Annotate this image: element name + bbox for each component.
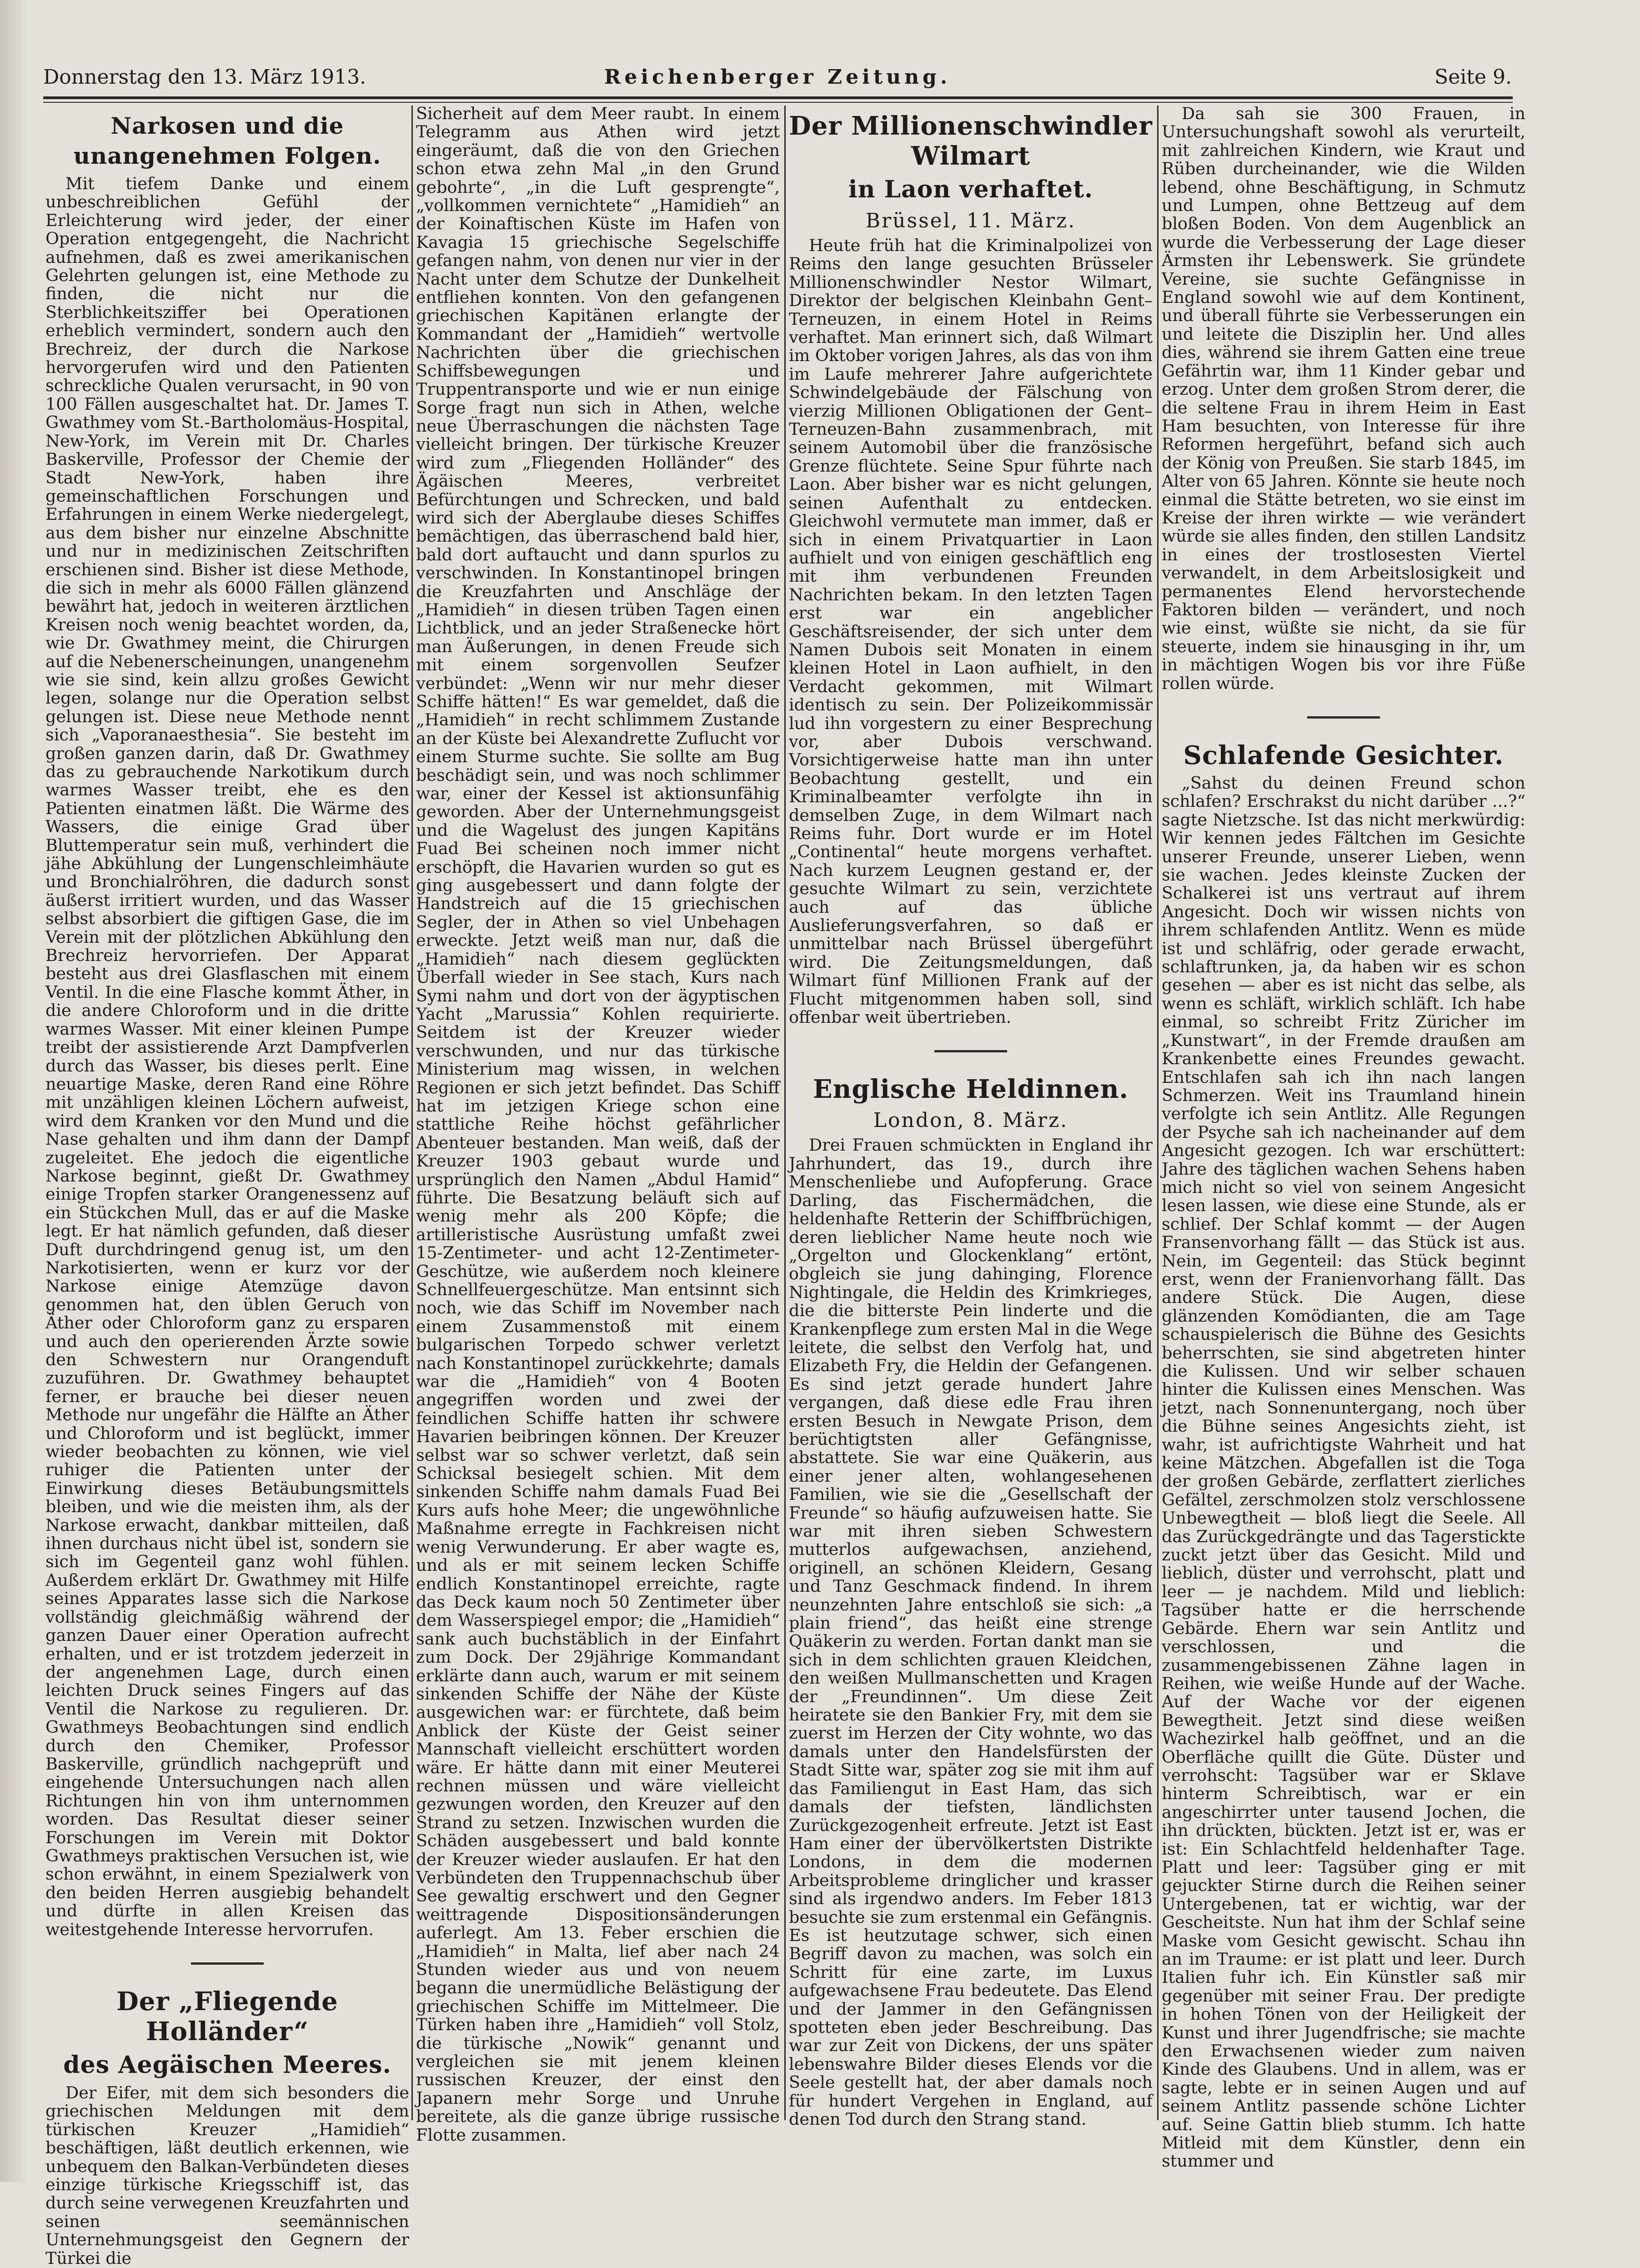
- column-divider-1: [411, 106, 413, 2120]
- article-text-gesichter: „Sahst du deinen Freund schon schlafen? Erschrakst du nicht darüber ...?“ sagte Nietzsche. Ist das nicht merkwürdig: Wir kennen jedes Fältchen im Gesichte unserer Freunde, unserer Lieben, wenn sie wachen. Jedes kleinste Zucken der Schalkerei ist uns vertraut auf ihrem Angesicht. Doch wir wissen nichts von ihrem schlafenden Antlitz. Wenn es müde ist und schläfrig, oder gerade erwacht, schlaftrunken, ja, da haben wir es schon gesehen — aber es ist nicht das selbe, als wenn es schläft, wirklich schläft. Ich habe einmal, so schreibt Fritz Züricher im „Kunstwart“, in der Fremde draußen am Krankenbette eines Freundes gewacht. Entschlafen sah ich ihn nach langen Schmerzen. Weit ins Traumland hinein verfolgte ich sein Antlitz. Alle Regungen der Psyche sah ich nacheinander auf dem Angesicht gezogen. Ich war erschüttert: Jahre des täglichen wachen Sehens haben mich nicht so viel von seinem Angesicht lesen lassen, wie diese eine Stunde, als er schlief. Der Schlaf kommt — der Augen Fransenvorhang fällt — das Stück ist aus. Nein, im Gegenteil: das Stück beginnt erst, wenn der Franienvorhang fällt. Das andere Stück. Die Augen, diese glänzenden Komödianten, die am Tage schauspielerisch die Bühne des Gesichts beherrschten, sie sind abgetreten hinter die Kulissen. Und wir selber schauen hinter die Kulissen eines Menschen. Was jetzt, nach Sonnenuntergang, noch über die Bühne seines Angesichts zieht, ist wahr, ist aufrichtigste Wahrheit und hat keine Mätzchen. Abgefallen ist die Toga der großen Gebärde, zerflattert zierliches Gefältel, zerschmolzen stolz verschlossene Unbewegtheit — bloß liegt die Seele. All das Zurückgedrängte und das Tagerstickte zuckt jetzt über das Gesicht. Mild und lieblich, düster und verrohscht, platt und leer — je nachdem. Mild und lieblich: Tagsüber hatte er die herrschende Gebärde. Ehern war sein Antlitz und verschlossen, und die zusammengebissenen Zähne lagen in Reihen, wie weiße Hunde auf der Wache. Auf der Wache vor der eigenen Bewegtheit. Jetzt sind diese weißen Wachezirkel halb geöffnet, und an die Oberfläche quillt die Güte. Düster und verrohscht: Tagsüber war er Sklave hinterm Schreibtisch, war er ein angeschirrter unter tausend Jochen, die ihn drückten, bückten. Jetzt ist er, was er ist: Ein Schlachtfeld heldenhafter Tage. Platt und leer: Tagsüber ging er mit gejuckter Stirne durch die Reihen seiner Untergebenen, tat er wichtig, war der Gescheitste. Nun hat ihm der Schlaf seine Maske vom Gesicht gewischt. Schau ihn an im Traume: er ist platt und leer. Durch Italien fuhr ich. Ein Künstler saß mir gegenüber mit seiner Frau. Der predigte in hohen Tönen von der Heiligkeit der Kunst und ihrer Jugendfrische; sie machte den Erwachsenen wieder zum naiven Kinde des Glaubens. Und in allem, was er sagte, lebte er in seinen Augen und auf seinem Antlitz passende schöne Lichter auf. Seine Gattin blieb stumm. Ich hatte Mitleid mit dem Künstler, denn ein stummer und: [1162, 773, 1525, 2171]
- article-title-gesichter: Schlafende Gesichter.: [1183, 740, 1504, 770]
- header-masthead: Reichenberger Zeitung.: [604, 65, 951, 89]
- column-4: [1162, 104, 1525, 2171]
- header-page-number: Seite 9.: [1434, 65, 1512, 89]
- column-divider-3: [1157, 106, 1159, 2120]
- header-date: Donnerstag den 13. März 1913.: [43, 65, 366, 89]
- article-title-heldinnen: Englische Heldinnen.: [812, 1074, 1129, 1105]
- article-text-hollaender-part2: Sicherheit auf dem Meer raubt. In einem Telegramm aus Athen wird jetzt eingeräumt, daß die von den Griechen schon etwa zehn Mal „in den Grund gebohrte“, „in die Luft gesprengte“, „vollkommen vernichtete“ „Hamidieh“ an der Koinaftischen Küste im Hafen von Kavagia 15 griechische Segelschiffe gefangen nahm, von denen nur vier in der Nacht unter dem Schutze der Dunkelheit entfliehen konnten. Von den gefangenen griechischen Kapitänen erlangte der Kommandant der „Hamidieh“ wertvolle Nachrichten über die griechischen Schiffsbewegungen und Truppentransporte und wie er nun einige Sorge fragt nun sich in Athen, welche neue Überraschungen die nächsten Tage vielleicht bringen. Der türkische Kreuzer wird zum „Fliegenden Holländer“ des Ägäischen Meeres, verbreitet Befürchtungen und Schrecken, und bald wird sich der Aberglaube dieses Schiffes bemächtigen, das überraschend bald hier, bald dort auftaucht und dann spurlos zu verschwinden. In Konstantinopel bringen die Kreuzfahrten und Anschläge der „Hamidieh“ in diesen trüben Tagen einen Lichtblick, und an jeder Straßenecke hört man Äußerungen, in denen Freude sich mit einem sorgenvollen Seufzer verbündet: „Wenn wir nur mehr dieser Schiffe hätten!“ Es war gemeldet, daß die „Hamidieh“ in recht schlimmem Zustande an der Küste bei Alexandrette Zuflucht vor einem Sturme suchte. Sie sollte am Bug beschädigt sein, und was noch schlimmer war, einer der Kessel ist aktionsunfähig geworden. Aber der Unternehmungsgeist und die Wagelust des jungen Kapitäns Fuad Bei scheinen noch immer nicht erschöpft, die Havarien wurden so gut es ging ausgebessert und dann folgte der Handstreich auf die 15 griechischen Segler, der in Athen so viel Unbehagen erweckte. Jetzt weiß man nur, daß die „Hamidieh“ nach diesem geglückten Überfall wieder in See stach, Kurs nach Symi nahm und dort von der ägyptischen Yacht „Marussia“ Kohlen requirierte. Seitdem ist der Kreuzer wieder verschwunden, und nur das türkische Ministerium mag wissen, in welchen Regionen er sich jetzt befindet. Das Schiff hat im jetzigen Kriege schon eine stattliche Reihe höchst gefährlicher Abenteuer bestanden. Man weiß, daß der Kreuzer 1903 gebaut wurde und ursprünglich den Namen „Abdul Hamid“ führte. Die Besatzung beläuft sich auf wenig mehr als 200 Köpfe; die artilleristische Ausrüstung umfaßt zwei 15-Zentimeter- und acht 12-Zentimeter-Geschütze, wie außerdem noch kleinere Schnellfeuergeschütze. Man entsinnt sich noch, wie das Schiff im November nach einem Zusammenstoß mit einem bulgarischen Torpedo schwer verletzt nach Konstantinopel zurückkehrte; damals war die „Hamidieh“ von 4 Booten angegriffen worden und zwei der feindlichen Schiffe hatten ihr schwere Havarien beibringen können. Der Kreuzer selbst war so schwer verletzt, daß sein Schicksal besiegelt schien. Mit dem sinkenden Schiffe nahm damals Fuad Bei Kurs aufs hohe Meer; die ungewöhnliche Maßnahme erregte in Fachkreisen nicht wenig Verwunderung. Er aber wagte es, und als er mit seinem lecken Schiffe endlich Konstantinopel erreichte, ragte das Deck kaum noch 50 Zentimeter über dem Wasserspiegel empor; die „Hamidieh“ sank auch buchstäblich in der Einfahrt zum Dock. Der 29jährige Kommandant erklärte dann auch, warum er mit seinem sinkenden Schiffe der Nähe der Küste ausgewichen war: er fürchtete, daß beim Anblick der Küste der Geist seiner Mannschaft vielleicht erschüttert worden wäre. Er hätte dann mit einer Meuterei rechnen müssen und wäre vielleicht gezwungen worden, den Kreuzer auf den Strand zu setzen. Inzwischen wurden die Schäden ausgebessert und bald konnte der Kreuzer wieder auslaufen. Er hat den Verbündeten den Truppennachschub über See gewaltig erschwert und den Gegner weittragende Dispositionsänderungen auferlegt. Am 13. Feber erschien die „Hamidieh“ in Malta, lief aber nach 24 Stunden wieder aus und von neuem begann die unermüdliche Belästigung der griechischen Schiffe im Mittelmeer. Die Türken haben ihre „Hamidieh“ voll Stolz, die türkische „Nowik“ genannt und vergleichen sie mit jenem kleinen russischen Kreuzer, der einst den Japanern mehr Sorge und Unruhe bereitete, als die ganze übrige russische Flotte zusammen.: [416, 104, 780, 2145]
- column-1: [45, 105, 409, 2268]
- header-rule-thin: [43, 102, 1513, 103]
- article-title-hollaender-line2: des Aegäischen Meeres.: [63, 2051, 391, 2079]
- page-header: [43, 64, 1512, 96]
- article-text-heldinnen: Drei Frauen schmückten in England ihr Jahrhundert, das 19., durch ihre Menschenliebe und Aufopferung. Grace Darling, das Fischermädchen, die heldenhafte Retterin der Schiffbrüchigen, deren lieblicher Name heute noch wie „Orgelton und Glockenklang“ ertönt, obgleich sie jung dahinging, Florence Nightingale, die Heldin des Krimkrieges, die die bitterste Pein linderte und die Krankenpflege zum ersten Mal in die Wege leitete, die selbst den Verfolg hat, und Elizabeth Fry, die Heldin der Gefangenen. Es sind jetzt gerade hundert Jahre vergangen, daß diese edle Frau ihren ersten Besuch in Newgate Prison, dem berüchtigtsten aller Gefängnisse, abstattete. Sie war eine Quäkerin, aus einer jener alten, wohlangesehenen Familien, wie sie die „Gesellschaft der Freunde“ so häufig aufzuweisen hatte. Sie war mit ihren sieben Schwestern mutterlos aufgewachsen, anziehend, originell, an schönen Kleidern, Gesang und Tanz Geschmack findend. In ihrem neunzehnten Jahre entschloß sie sich: „a plain friend“, das heißt eine strenge Quäkerin zu werden. Fortan dankt man sie sich in dem schlichten grauen Kleidchen, den weißen Mullmanschetten und Kragen der „Freundinnen“. Um diese Zeit heiratete sie den Bankier Fry, mit dem sie zuerst im Herzen der City wohnte, wo das damals unter den Handelsfürsten der Stadt Sitte war, später zog sie mit ihm auf das Familiengut in East Ham, das sich damals der tiefsten, ländlichsten Zurückgezogenheit erfreute. Jetzt ist East Ham einer der übervölkertsten Distrikte Londons, in dem die modernen Arbeitsprobleme dringlicher und krasser sind als irgendwo anders. Im Feber 1813 besuchte sie zum erstenmal ein Gefängnis. Es ist heutzutage schwer, sich einen Begriff davon zu machen, was solch ein Schritt für eine zarte, im Luxus aufgewachsene Frau bedeutete. Das Elend und der Jammer in den Gefängnissen spotteten eben jeder Beschreibung. Das war zur Zeit von Dickens, der uns später lebenswahre Bilder dieses Elends vor die Seele gestellt hat, der aber damals noch für hundert Vergehen in England, auf denen Tod durch den Strang stand.: [789, 1135, 1153, 2129]
- article-title-hollaender-line1: Der „Fliegende Holländer“: [116, 1986, 338, 2047]
- page-edge-shadow: [0, 0, 27, 2182]
- header-rule-thick: [43, 96, 1513, 99]
- article-separator: [1307, 716, 1380, 719]
- column-3: [789, 105, 1153, 2129]
- article-title-wilmart-line2: in Laon verhaftet.: [848, 176, 1093, 203]
- column-2: [416, 104, 780, 2145]
- article-title-narkosen: Narkosen und die unangenehmen Folgen.: [73, 112, 381, 169]
- article-separator: [191, 1962, 264, 1965]
- article-separator: [934, 1050, 1007, 1052]
- column-divider-2: [784, 106, 786, 2120]
- article-text-wilmart: Heute früh hat die Kriminalpolizei von Reims den lange gesuchten Brüsseler Millionenschwindler Nestor Wilmart, Direktor der belgischen Kleinbahn Gent–Terneuzen, in einem Hotel in Reims verhaftet. Man erinnert sich, daß Wilmart im Oktober vorigen Jahres, als das von ihm im Laufe mehrerer Jahre aufgerichtete Schwindelgebäude der Fälschung von vierzig Millionen Obligationen der Gent–Terneuzen-Bahn zusammenbrach, mit seinem Automobil über die französische Grenze flüchtete. Seine Spur führte nach Laon. Aber bisher war es nicht gelungen, seinen Aufenthalt zu entdecken. Gleichwohl vermutete man immer, daß er sich in einem Privatquartier in Laon aufhielt und von einigen geschäftlich eng mit ihm verbundenen Freunden Nachrichten bekam. In den letzten Tagen erst war ein angeblicher Geschäftsreisender, der sich unter dem Namen Dubois seit Monaten in einem kleinen Hotel in Laon aufhielt, in den Verdacht gekommen, mit Wilmart identisch zu sein. Der Polizeikommissär lud ihn vorgestern zu einer Besprechung vor, aber Dubois verschwand. Vorsichtigerweise hatte man ihn unter Beobachtung gestellt, und ein Kriminalbeamter verfolgte ihn in demselben Zuge, in dem Wilmart nach Reims fuhr. Dort wurde er im Hotel „Continental“ heute morgens verhaftet. Nach kurzem Leugnen gestand er, der gesuchte Wilmart zu sein, verzichtete auch auf das übliche Auslieferungsverfahren, so daß er unmittelbar nach Brüssel übergeführt wird. Die Zeitungsmeldungen, daß Wilmart fünf Millionen Frank auf der Flucht mitgenommen haben soll, sind offenbar weit übertrieben.: [789, 236, 1153, 1027]
- article-title-wilmart-line1: Der Millionenschwindler Wilmart: [789, 111, 1153, 171]
- article-dateline-heldinnen: London, 8. März.: [873, 1109, 1068, 1132]
- article-text-hollaender-part1: Der Eifer, mit dem sich besonders die griechischen Meldungen mit dem türkischen Kreuzer „Hamidieh“ beschäftigen, läßt deutlich erkennen, wie unbequem den Balkan-Verbündeten dieses einzige türkische Kriegsschiff ist, das durch seine verwegenen Kreuzfahrten und seinen seemännischen Unternehmungsgeist den Gegnern der Türkei die: [45, 2083, 409, 2268]
- article-text-heldinnen-continued: Da sah sie 300 Frauen, in Untersuchungshaft sowohl als verurteilt, mit zahlreichen Kindern, wie Kraut und Rüben durcheinander, wie die Wilden lebend, ohne Beschäftigung, in Schmutz und Lumpen, ohne Bettzeug auf dem bloßen Boden. Von dem Augenblick an wurde die Verbesserung der Lage dieser Ärmsten ihr Lebenswerk. Sie gründete Vereine, sie suchte Gefängnisse in England sowohl wie auf dem Kontinent, und überall führte sie Verbesserungen ein und leitete die Disziplin her. Und alles dies, während sie ihrem Gatten eine treue Gefährtin war, ihm 11 Kinder gebar und erzog. Unter dem großen Strom derer, die die seltene Frau in ihrem Heim in East Ham besuchten, von Interesse für ihre Reformen hergeführt, befand sich auch der König von Preußen. Sie starb 1845, im Alter von 65 Jahren. Könnte sie heute noch einmal die Stätte betreten, wo sie einst im Kreise der ihren wirkte — wie verändert würde sie alles finden, den stillen Landsitz in eines der trostlosesten Viertel verwandelt, in dem Arbeitslosigkeit und permanentes Elend hervorstechende Faktoren bilden — verändert, und noch wie einst, wüßte sie nicht, da sie für steuerte, indem sie hinausging in ihr, um in mächtigen Wogen bis vor ihre Füße rollen würde.: [1162, 104, 1525, 693]
- article-text-narkosen: Mit tiefem Danke und einem unbeschreiblichen Gefühl der Erleichterung wird jeder, der einer Operation entgegengeht, die Nachricht aufnehmen, daß es zwei amerikanischen Gelehrten gelungen ist, eine Methode zu finden, die nicht nur die Sterblichkeitsziffer bei Operationen erheblich vermindert, sondern auch den Brechreiz, der durch die Narkose hervorgerufen wird und den Patienten schreckliche Qualen verursacht, in 90 von 100 Fällen ausgeschaltet hat. Dr. James T. Gwathmey vom St.-Bartholomäus-Hospital, New-York, im Verein mit Dr. Charles Baskerville, Professor der Chemie der Stadt New-York, haben ihre gemeinschaftlichen Forschungen und Erfahrungen in einem Werke niedergelegt, aus dem bisher nur einzelne Abschnitte und nur in medizinischen Zeitschriften erschienen sind. Bisher ist diese Methode, die sich in mehr als 6000 Fällen glänzend bewährt hat, jedoch in weiteren ärztlichen Kreisen noch wenig beachtet worden, da, wie Dr. Gwathmey meint, die Chirurgen auf die Nebenerscheinungen, unangenehm wie sie sind, kein allzu großes Gewicht legen, solange nur die Operation selbst gelungen ist. Diese neue Methode nennt sich „Vaporanaesthesia“. Sie besteht im großen ganzen darin, daß Dr. Gwathmey das zu gebrauchende Narkotikum durch warmes Wasser treibt, ehe es den Patienten einatmen läßt. Die Wärme des Wassers, die einige Grad über Bluttemperatur sein muß, verhindert die jähe Abkühlung der Lungenschleimhäute und Bronchialröhren, die dadurch sonst äußerst irritiert wurden, und das Wasser selbst absorbiert die giftigen Gase, die im Verein mit der plötzlichen Abkühlung den Brechreiz hervorriefen. Der Apparat besteht aus drei Glasflaschen mit einem Ventil. In die eine Flasche kommt Äther, in die andere Chloroform und in die dritte warmes Wasser. Mit einer kleinen Pumpe treibt der assistierende Arzt Dampfverlen durch das Wasser, bis dieses perlt. Eine neuartige Maske, deren Rand eine Röhre mit unzähligen kleinen Löchern aufweist, wird dem Kranken vor den Mund und die Nase gehalten und ihm dann der Dampf zugeleitet. Ehe jedoch die eigentliche Narkose beginnt, gießt Dr. Gwathmey einige Tropfen starker Orangenessenz auf ein Stückchen Mull, das er auf die Maske legt. Er hat nämlich gefunden, daß dieser Duft durchdringend genug ist, um den Narkotisierten, wenn er kurz vor der Narkose einige Atemzüge davon genommen hat, den üblen Geruch von Äther oder Chloroform ganz zu ersparen und auch den operierenden Ärzte sowie den Schwestern nur Orangenduft zuzuführen. Dr. Gwathmey behauptet ferner, er brauche bei dieser neuen Methode nur ungefähr die Hälfte an Äther und Chloroform und ist beglückt, immer wieder beobachten zu können, wie viel ruhiger die Patienten unter der Einwirkung dieses Betäubungsmittels bleiben, und wie die meisten ihm, als der Narkose erwacht, dankbar mitteilen, daß ihnen durchaus nicht übel ist, sondern sie sich im Gegenteil ganz wohl fühlen. Außerdem erklärt Dr. Gwathmey mit Hilfe seines Apparates lasse sich die Narkose vollständig gleichmäßig während der ganzen Dauer einer Operation aufrecht erhalten, und er ist trotzdem jederzeit in der angenehmen Lage, durch einen leichten Druck seines Fingers auf das Ventil die Narkose zu regulieren. Dr. Gwathmeys Beobachtungen sind endlich durch den Chemiker, Professor Baskerville, gründlich nachgeprüft und eingehende Untersuchungen nach allen Richtungen hin von ihm unternommen worden. Das Resultat dieser seiner Forschungen im Verein mit Doktor Gwathmeys praktischen Versuchen ist, wie schon erwähnt, in einem Spezialwerk von den beiden Herren ausgiebig behandelt und dürfte in allen Kreisen das weitestgehende Interesse hervorrufen.: [45, 174, 409, 1939]
- article-dateline-wilmart: Brüssel, 11. März.: [865, 209, 1076, 232]
